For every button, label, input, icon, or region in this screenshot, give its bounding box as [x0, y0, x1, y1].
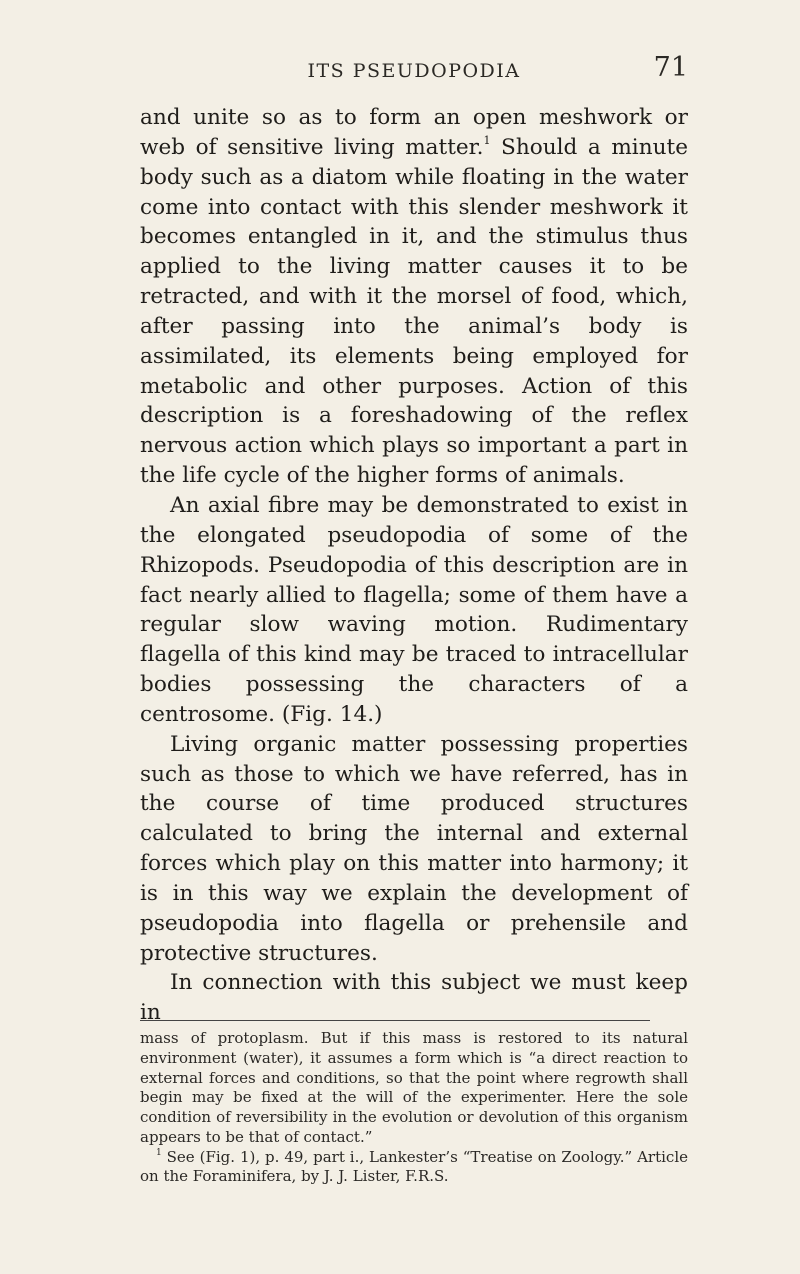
paragraph-3: Living organic matter possessing properties such as those to which we have referred, has in the course of time produced structures calculated to bring the internal and external forces which play on this matter into harmony; it is in this way we explain the development of pseudopodia into flagella or prehensile and protective structures. [140, 731, 688, 966]
paragraph-4: In connection with this subject we must keep in [140, 970, 688, 1026]
paragraph-2: An axial fibre may be demonstrated to exist in the elongated pseudopodia of some of the Rhizopods. Pseudopodia of this description are in fact nearly allied to flagella; some of them have a regular slow waving motion. Rudimentary flagella of this kind may be traced to intracellular bodies possessing the characters of a centrosome. (Fig. 14.) [140, 492, 688, 727]
running-title: ITS PSEUDOPODIA [307, 60, 521, 82]
running-head [140, 52, 688, 88]
footnote-1-text: See (Fig. 1), p. 49, part i., Lankester’s “Treatise on Zoology.” Article on the Foraminifera, by J. J. Lister, F.R.S. [140, 1147, 688, 1186]
footnote-1 [140, 1148, 688, 1188]
page-number: 71 [653, 52, 688, 83]
footnote-continued: mass of protoplasm. But if this mass is restored to its natural environment (water), it assumes a form which is “a direct reaction to external forces and conditions, so that the point where regrowth shall begin may be fixed at the will of the experimenter. Here the sole condition of reversibility in the evolution or devolution of this organism appears to be that of contact.” [140, 1029, 688, 1146]
body-text [140, 103, 688, 1028]
footnote-1-mark: 1 [156, 1147, 162, 1158]
footnotes [140, 1029, 688, 1187]
paragraph-1 [140, 103, 688, 491]
footnote-divider [140, 1020, 650, 1021]
footnote-ref-1: 1 [483, 133, 491, 147]
paragraph-1-text-b: Should a minute body such as a diatom while floating in the water come into contact with this slender meshwork it becomes entangled in it, and the stimulus thus applied to the living matter causes it to be retracted, and with it the morsel of food, which, after passing into the animal’s body is assimilated, its elements being employed for metabolic and other purposes. Action of this description is a foreshadowing of the reflex nervous action which plays so important a part in the life cycle of the higher forms of animals. [140, 134, 688, 489]
paragraph-1-text-a: and unite so as to form an open meshwork or web of sensitive living matter. [140, 105, 688, 160]
